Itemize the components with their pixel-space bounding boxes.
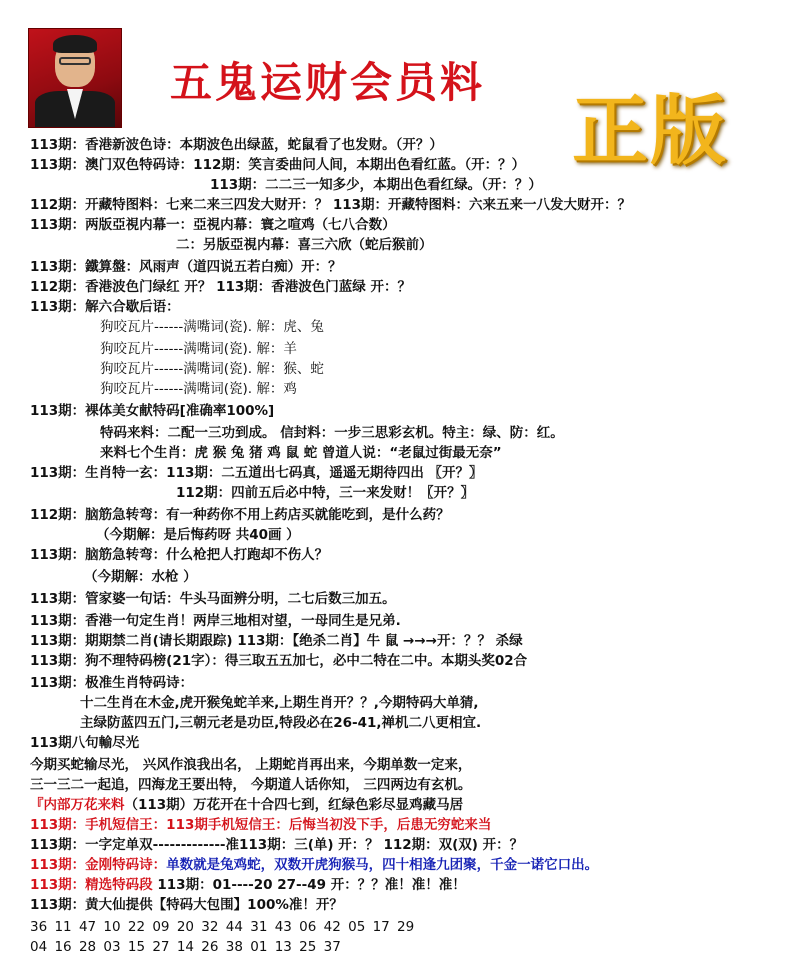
text-line: （今期解：是后悔药呀 共40画 ） — [96, 527, 300, 543]
text-line: 112期：四前五后必中特，三一来发财！〖开？〗 — [176, 485, 475, 501]
text-line: 今期买蛇输尽光， 兴风作浪我出名， 上期蛇肖再出来，今期单数一定来， — [30, 757, 472, 773]
text-line — [30, 796, 463, 814]
text-line: 113期：香港一句定生肖！两岸三地相对望，一母同生是兄弟. — [30, 613, 401, 629]
text-line: 113期八句輸尽光 — [30, 735, 140, 751]
text-line: 二：另版亞視内幕：喜三六欣（蛇后猴前） — [176, 237, 433, 253]
text-line: （今期解：水枪 ） — [84, 569, 197, 585]
text-line: 113期：黄大仙提供【特码大包围】100%准！开？ — [30, 897, 343, 913]
text-line: 112期：脑筋急转弯：有一种药你不用上药店买就能吃到，是什么药？ — [30, 507, 450, 523]
text-line: 113期：香港新波色诗：本期波色出绿蓝，蛇鼠看了也发财。（开？） — [30, 137, 443, 153]
text-line: 113期：管家婆一句话：牛头马面辨分明，二七后数三加五。 — [30, 591, 396, 607]
red-label: 『内部万花来料 — [30, 797, 125, 813]
blue-text: 单数就是兔鸡蛇，双数开虎狗猴马，四十相逢九团聚，千金一诺它口出。 — [166, 857, 599, 873]
text-line: 113期：手机短信王：113期手机短信王：后悔当初没下手，后患无穷蛇来当 — [30, 817, 492, 833]
text-line: 主绿防蓝四五门,三朝元老是功臣,特段必在26-41,禅机二八更相宜. — [80, 715, 482, 731]
text-line: 狗咬瓦片------满嘴词(瓷). 解：鸡 — [100, 381, 297, 397]
text-line: 特码来料：二配一三功到成。 信封料：一步三思彩玄机。特主：绿、防：红。 — [100, 425, 564, 441]
text-line: 狗咬瓦片------满嘴词(瓷). 解：羊 — [100, 341, 297, 357]
text-line: 十二生肖在木金,虎开猴兔蛇羊来,上期生肖开？？,今期特码大单猜, — [80, 695, 479, 711]
text-line: 113期：脑筋急转弯：什么枪把人打跑却不伤人？ — [30, 547, 329, 563]
text-line: 113期：狗不理特码榜(21字）：得三取五五加七，必中二特在二中。本期头奖02合 — [30, 653, 528, 669]
text-line: 113期：裸体美女献特码[准确率100%] — [30, 403, 275, 419]
text-line: 113期：生肖特一玄：113期：二五道出七码真，遥遥无期待四出 〖开？〗 — [30, 465, 483, 481]
text-line: 112期：开藏特图料：七来二来三四发大财开：？ 113期：开藏特图料：六来五来一八发大财开：？ — [30, 197, 632, 213]
line-text: 113期：01----20 27--49 开：？？准！准！准！ — [152, 877, 466, 893]
text-line: 112期：香港波色门绿红 开？ 113期：香港波色门蓝绿 开：？ — [30, 279, 411, 295]
line-text: （113期）万花开在十合四七到，红绿色彩尽显鸡藏马居 — [124, 797, 464, 813]
text-line: 113期：澳门双色特码诗：112期：笑言委曲问人间，本期出色看红蓝。（开：？） — [30, 157, 526, 173]
red-label: 113期：精选特码段 — [30, 877, 153, 893]
text-line: 狗咬瓦片------满嘴词(瓷). 解：猴、蛇 — [100, 361, 324, 377]
text-line: 113期：期期禁二肖(请长期跟踪) 113期：【绝杀二肖】牛 鼠 →→→开：？？ 杀绿 — [30, 633, 523, 649]
text-line: 113期：极准生肖特码诗： — [30, 675, 194, 691]
text-line: 113期：鐵算盤：风雨声（道四说五若白痴）开：？ — [30, 259, 342, 275]
text-line: 来料七个生肖：虎 猴 兔 猪 鸡 鼠 蛇 曾道人说：“老鼠过街最无奈” — [100, 445, 502, 461]
text-line: 113期：一字定单双-------------准113期：三(单) 开：？ 112期：双(双) 开：？ — [30, 837, 524, 853]
text-line: 三一三二一起追，四海龙王要出特， 今期道人话你知， 三四两边有玄机。 — [30, 777, 472, 793]
text-line: 113期：解六合歇后语： — [30, 299, 180, 315]
number-row: 36 11 47 10 22 09 20 32 44 31 43 06 42 05 17 29 — [30, 919, 415, 935]
number-row: 04 16 28 03 15 27 14 26 38 01 13 25 37 — [30, 939, 341, 955]
red-label: 113期：金刚特码诗： — [30, 857, 167, 873]
text-line: 113期：两版亞視内幕一：亞視内幕：寰之喧鸡（七八合数） — [30, 217, 396, 233]
genuine-badge: 正版 — [572, 86, 728, 175]
text-line — [30, 876, 466, 894]
text-line — [30, 856, 598, 874]
text-line: 113期：二二三一知多少，本期出色看红绿。（开：？） — [210, 177, 542, 193]
page-title: 五鬼运财会员料 — [170, 58, 486, 107]
text-line: 狗咬瓦片------满嘴词(瓷). 解：虎、兔 — [100, 319, 324, 335]
